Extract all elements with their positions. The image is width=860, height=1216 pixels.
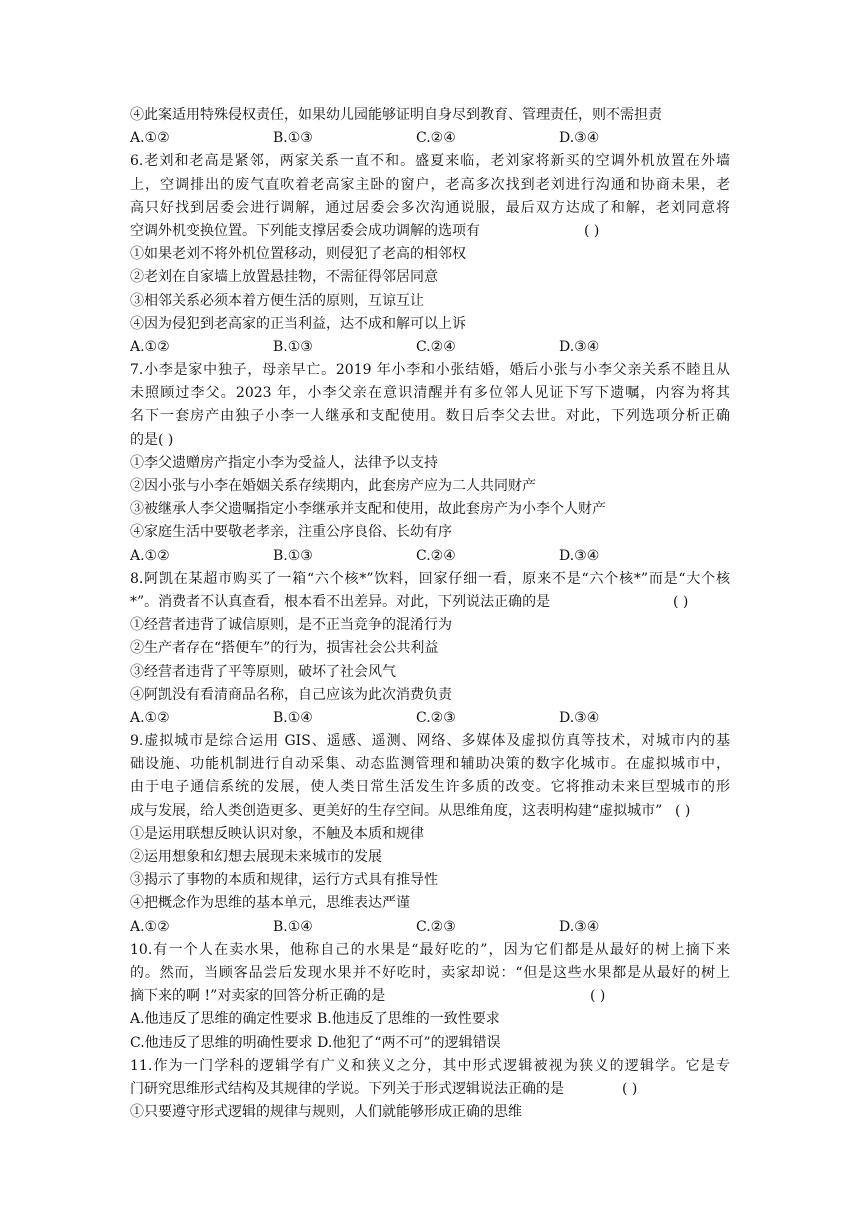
q6-options — [130, 336, 730, 359]
option-b: B.①③ — [273, 130, 313, 147]
option-d: D.③④ — [559, 547, 600, 564]
q8-item-1: ①经营者违背了诚信原则，是不正当竞争的混淆行为 — [130, 617, 452, 634]
q9-item-3: ③揭示了事物的本质和规律，运行方式具有推导性 — [130, 872, 438, 889]
option-b: B.①③ — [273, 338, 313, 355]
q9-item-2: ②运用想象和幻想去展现未来城市的发展 — [130, 849, 382, 865]
q6-stem-line-1: 6.老刘和老高是紧邻，两家关系一直不和。盛夏来临，老刘家将新买的空调外机放置在外墙 — [130, 153, 730, 170]
q8-item-3: ③经营者违背了平等原则，破坏了社会风气 — [130, 663, 396, 680]
q6-stem-line-3: 高只好找到居委会进行调解，通过居委会多次沟通说服，最后双方达成了和解，老刘同意将 — [130, 199, 730, 216]
q11-stem-line-1: 11.作为一门学科的逻辑学有广义和狭义之分，其中形式逻辑被视为狭义的逻辑学。它是专 — [130, 1057, 730, 1074]
q6-stem-line-2: 上，空调排出的废气直吹着老高家主卧的窗户，老高多次找到老刘进行沟通和协商未果，老 — [130, 176, 730, 193]
q6-item-4: ④因为侵犯到老高家的正当利益，达不成和解可以上诉 — [130, 315, 466, 332]
q9-options — [130, 916, 730, 939]
q10-stem-line-3 — [130, 985, 730, 1008]
q7-stem-line-3: 名下一套房产由独子小李一人继承和支配使用。数日后李父去世。对此，下列选项分析正确 — [130, 408, 730, 425]
exam-content — [130, 104, 730, 1124]
option-d: D.③④ — [559, 130, 600, 147]
q7-item-2: ②因小张与小李在婚姻关系存续期内，此套房产应为二人共同财产 — [130, 478, 536, 494]
answer-bracket: ( ) — [590, 988, 606, 1005]
q8-stem-line-1: 8.阿凯在某超市购买了一箱“六个核*”饮料，回家仔细一看，原来不是“六个核*”而是“大个核 — [130, 570, 730, 587]
q6-item-2: ②老刘在自家墙上放置悬挂物，不需征得邻居同意 — [130, 269, 438, 286]
q6-item-3: ③相邻关系必须本着方便生活的原则，互谅互让 — [130, 292, 424, 309]
option-d: D.③④ — [559, 709, 600, 726]
option-d: D.③④ — [559, 918, 600, 935]
q11-stem-line-2 — [130, 1078, 730, 1101]
q7-item-4: ④家庭生活中要敬老孝亲，注重公序良俗、长幼有序 — [130, 524, 452, 541]
option-c: C.②③ — [416, 709, 456, 726]
option-c: C.②④ — [416, 130, 456, 147]
q7-stem-line-1: 7.小李是家中独子，母亲早亡。2019 年小李和小张结婚，婚后小张与小李父亲关系不睦且从 — [130, 362, 730, 379]
q8-item-2: ②生产者存在“搭便车”的行为，损害社会公共利益 — [130, 640, 439, 657]
q8-options — [130, 707, 730, 730]
q7-stem-line-4: 的是( ) — [130, 431, 174, 448]
q8-stem-text: *”。消费者不认真查看，根本看不出差异。对此，下列说法正确的是 — [130, 593, 551, 610]
q9-item-1: ①是运用联想反映认识对象，不触及本质和规律 — [130, 825, 424, 842]
q8-item-4: ④阿凯没有看清商品名称，自己应该为此次消费负责 — [130, 686, 452, 703]
q5-options — [130, 127, 730, 150]
option-c: C.②④ — [416, 547, 456, 564]
answer-bracket: ( ) — [673, 593, 689, 610]
q7-stem-line-2: 未照顾过李父。2023 年，小李父亲在意识清醒并有多位邻人见证下写下遗嘱，内容为将其 — [130, 385, 730, 402]
answer-bracket: ( ) — [622, 1080, 638, 1097]
option-a: A.①② — [130, 547, 170, 564]
q6-item-1: ①如果老刘不将外机位置移动，则侵犯了老高的相邻权 — [130, 246, 466, 263]
answer-bracket: ( ) — [675, 802, 691, 819]
answer-bracket: ( ) — [584, 222, 600, 239]
q10-stem-line-2: 的。然而，当顾客品尝后发现水果并不好吃时，卖家却说：“但是这些水果都是从最好的树上 — [130, 964, 730, 981]
option-c: C.②③ — [416, 918, 456, 935]
q9-stem-line-3: 由于电子通信系统的发展，使人类日常生活发生许多质的改变。它将推动未来巨型城市的形 — [130, 779, 730, 796]
option-a: A.①② — [130, 918, 170, 935]
option-a: A.①② — [130, 338, 170, 355]
q9-stem-line-4 — [130, 800, 730, 823]
q7-options — [130, 545, 730, 568]
q6-stem-line-4 — [130, 220, 730, 243]
option-d: D.③④ — [559, 338, 600, 355]
q7-item-3: ③被继承人李父遗嘱指定小李继承并支配和使用，故此套房产为小李个人财产 — [130, 501, 606, 518]
q8-stem-line-2 — [130, 591, 730, 614]
q6-stem-text: 空调外机变换位置。下列能支撑居委会成功调解的选项有 — [130, 222, 480, 239]
q10-options-ab: A.他违反了思维的确定性要求 B.他违反了思维的一致性要求 — [130, 1011, 500, 1028]
q11-stem-text: 门研究思维形式结构及其规律的学说。下列关于形式逻辑说法正确的是 — [130, 1080, 564, 1097]
q9-item-4: ④把概念作为思维的基本单元，思维表达严谨 — [130, 895, 410, 912]
q7-item-1: ①李父遗赠房产指定小李为受益人，法律予以支持 — [130, 454, 438, 471]
option-b: B.①④ — [273, 709, 313, 726]
q9-stem-line-1: 9.虚拟城市是综合运用 GIS、遥感、遥测、网络、多媒体及虚拟仿真等技术，对城市内的基 — [130, 733, 730, 750]
option-c: C.②④ — [416, 338, 456, 355]
q10-stem-text: 摘下来的啊 !”对卖家的回答分析正确的是 — [130, 988, 386, 1005]
q9-stem-text: 成与发展，给人类创造更多、更美好的生存空间。从思维角度，这表明构建“虚拟城市” — [130, 802, 663, 819]
option-b: B.①③ — [273, 547, 313, 564]
q5-item-4: ④此案适用特殊侵权责任，如果幼儿园能够证明自身尽到教育、管理责任，则不需担责 — [130, 107, 662, 123]
q9-stem-line-2: 础设施、功能机制进行自动采集、动态监测管理和辅助决策的数字化城市。在虚拟城市中， — [130, 756, 730, 773]
option-a: A.①② — [130, 130, 170, 147]
q10-options-cd: C.他违反了思维的明确性要求 D.他犯了“两不可”的逻辑错误 — [130, 1034, 501, 1051]
option-a: A.①② — [130, 709, 170, 726]
q10-stem-line-1: 10.有一个人在卖水果，他称自己的水果是“最好吃的”，因为它们都是从最好的树上摘下来 — [130, 941, 730, 958]
q11-item-1: ①只要遵守形式逻辑的规律与规则，人们就能够形成正确的思维 — [130, 1104, 522, 1121]
option-b: B.①④ — [273, 918, 313, 935]
